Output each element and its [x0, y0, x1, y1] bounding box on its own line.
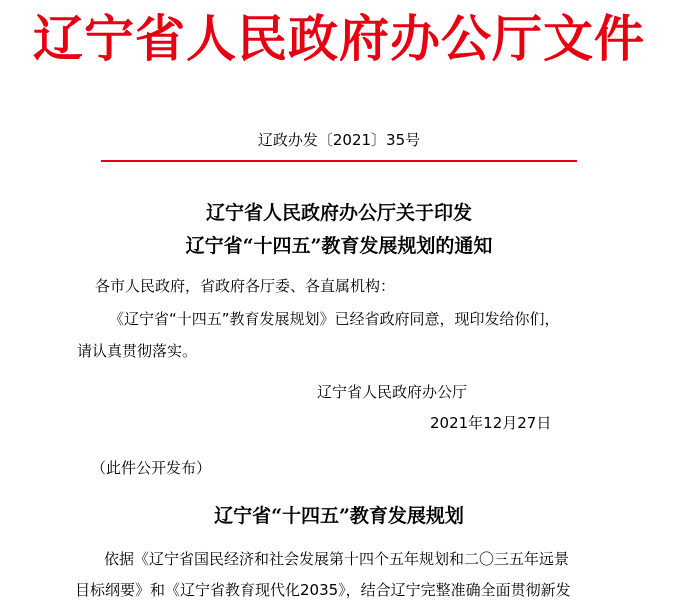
notice-paragraph-line-2: 请认真贯彻落实。: [77, 342, 198, 360]
notice-paragraph-line-1: 《辽宁省“十四五”教育发展规划》已经省政府同意，现印发给你们，: [109, 310, 560, 328]
issuer-signature: 辽宁省人民政府办公厅: [317, 383, 468, 401]
publication-note: （此件公开发布）: [91, 459, 212, 477]
red-divider: [101, 160, 577, 162]
notice-title-line-1: 辽宁省人民政府办公厅关于印发: [205, 202, 472, 224]
document-number: 辽政办发〔2021〕35号: [257, 131, 421, 149]
plan-paragraph-line-2: 目标纲要》和《辽宁省教育现代化2035》，结合辽宁完整准确全面贯彻新发: [75, 581, 571, 599]
notice-title-line-2: 辽宁省“十四五”教育发展规划的通知: [185, 235, 493, 257]
plan-paragraph-line-1: 依据《辽宁省国民经济和社会发展第十四个五年规划和二〇三五年远景: [104, 550, 570, 568]
plan-title: 辽宁省“十四五”教育发展规划: [214, 505, 464, 527]
salutation: 各市人民政府，省政府各厅委、各直属机构：: [95, 277, 396, 295]
document-header-title: 辽宁省人民政府办公厅文件: [33, 9, 645, 68]
issue-date: 2021年12月27日: [430, 414, 552, 432]
